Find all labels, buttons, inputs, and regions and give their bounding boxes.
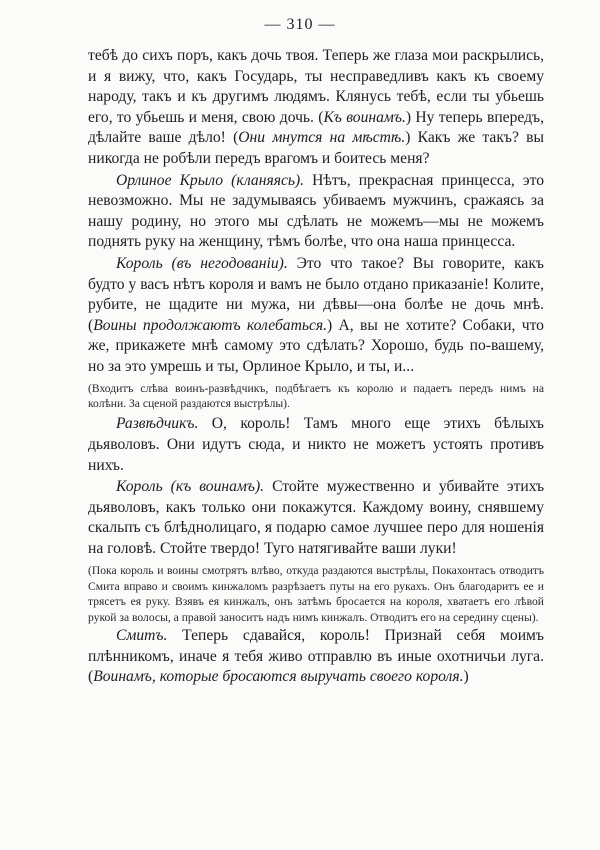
- paragraph: [88, 626, 544, 688]
- text-segment: тебѣ до сихъ поръ, какъ дочь твоя. Теперь же глаза мои раскрылись, и я вижу, что, какъ Государь, ты несправедливъ какъ къ своему народу, такъ и къ другимъ людямъ. Клянусь тебѣ, если ты убьешь его, то убьешь и меня, свою дочь. (: [88, 47, 544, 126]
- text-segment: О, король! Тамъ много еще этихъ бѣлыхъ дьяволовъ. Они идутъ сюда, и никто не можетъ устоять противъ нихъ.: [88, 415, 544, 474]
- text-segment: ) А, вы не хотите? Собаки, что же, прикажете мнѣ самому это сдѣлать? Хорошо, будь по-вашему, но за это умрешь и ты, Орлиное Крыло, и ты, и...: [88, 316, 544, 375]
- text-segment: Это что такое? Вы говорите, какъ будто у васъ нѣтъ короля и вамъ не было отдано приказанiе! Колите, рубите, не щадите ни мужа, ни дѣвы—она болѣе не дочь мнѣ. (: [88, 254, 544, 334]
- paragraph: [88, 414, 544, 476]
- speaker-name: Король (въ негодованiи).: [116, 254, 288, 272]
- text-segment: Нѣтъ, прекрасная принцесса, это невозможно. Мы не задумываясь убиваемъ мужчинъ, сражаясь за нашу родину, но этого мы сдѣлать не можемъ—мы не можемъ поднять руку на женщину, тѣмъ болѣе, что она наша принцесса.: [88, 171, 544, 251]
- stage-direction-inline: Воины продолжаютъ колебаться.: [93, 316, 328, 334]
- paragraph: [88, 171, 544, 253]
- text-segment: ) Какъ же такъ? вы никогда не робѣли передъ врагомъ и боитесь меня?: [88, 129, 544, 167]
- speaker-name: Развѣдчикъ.: [116, 415, 199, 433]
- paragraph: [88, 254, 544, 378]
- paragraph: [88, 46, 544, 170]
- page-text: [88, 46, 544, 688]
- speaker-name: Орлиное Крыло (кланяясь).: [116, 171, 305, 189]
- stage-direction: (Входитъ слѣва воинъ-развѣдчикъ, подбѣгаетъ къ королю и падаетъ передъ нимъ на колѣни. За сценой раздаются выстрѣлы).: [88, 381, 544, 410]
- text-segment: Теперь сдавайся, король! Признай себя моимъ плѣнникомъ, иначе я тебя живо отправлю въ иные охотничьи луга. (: [88, 627, 544, 686]
- stage-direction-inline: Они мнутся на мѣстѣ.: [238, 129, 406, 147]
- text-segment: ) Ну теперь впередъ, дѣлайте ваше дѣло! (: [88, 108, 544, 147]
- page-number: — 310 —: [264, 16, 336, 33]
- stage-direction-inline: Воинамъ, которые бросаются выручать своего короля.: [93, 668, 464, 686]
- text-segment: Стойте мужественно и убивайте этихъ дьяволовъ, какъ только они покажутся. Каждому воину, снявшему скальпъ съ блѣднолицаго, я подарю самое лучшее перо для ношенiя на головѣ. Стойте твердо! Туго натягивайте ваши луки!: [88, 478, 545, 557]
- stage-direction: (Пока король и воины смотрятъ влѣво, откуда раздаются выстрѣлы, Покахонтасъ отводитъ Смита вправо и своимъ кинжаломъ разрѣзаетъ путы на его рукахъ. Онъ благодаритъ ее и трясетъ ея руку. Взявъ ея кинжалъ, онъ затѣмъ бросается на короля, хватаетъ его лѣвой рукой за волосы, а правой заноситъ надъ нимъ кинжалъ. Отводитъ его на середину сцены).: [88, 564, 544, 624]
- speaker-name: Король (къ воинамъ).: [116, 478, 265, 496]
- paragraph: [88, 477, 544, 559]
- stage-direction-inline: Къ воинамъ.: [323, 108, 406, 126]
- text-segment: ): [463, 668, 469, 686]
- speaker-name: Смитъ.: [116, 627, 168, 645]
